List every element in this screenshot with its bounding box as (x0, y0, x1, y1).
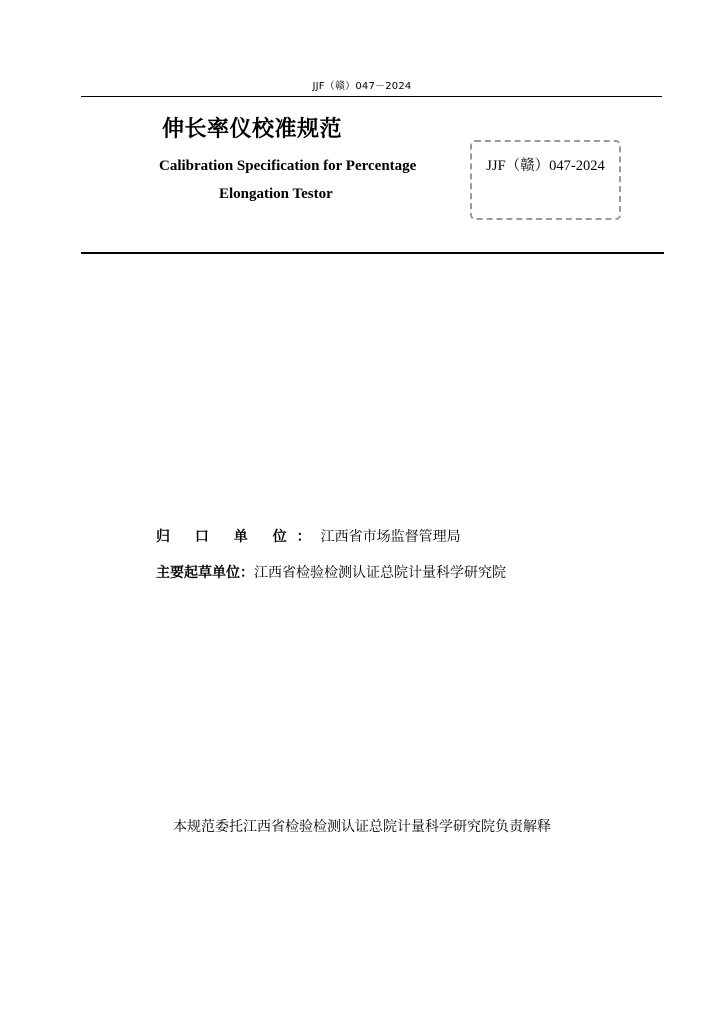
standard-code-box (470, 140, 621, 220)
authority-line (156, 527, 461, 547)
header-divider (81, 96, 662, 97)
authority-label: 归 口 单 位： (156, 529, 321, 545)
standard-code-box-text: JJF（赣）047-2024 (486, 158, 605, 174)
drafter-value: 江西省检验检测认证总院计量科学研究院 (254, 565, 506, 581)
document-title-english-line1: Calibration Specification for Percentage (159, 158, 417, 174)
drafter-label: 主要起草单位： (156, 565, 254, 581)
document-title-chinese: 伸长率仪校准规范 (162, 117, 343, 142)
drafter-line (156, 563, 506, 583)
authority-value: 江西省市场监督管理局 (320, 529, 461, 545)
header-standard-code: JJF（赣）047－2024 (312, 81, 412, 92)
interpretation-note: 本规范委托江西省检验检测认证总院计量科学研究院负责解释 (173, 819, 551, 835)
document-title-english-line2: Elongation Testor (219, 186, 333, 202)
title-divider (81, 252, 664, 254)
